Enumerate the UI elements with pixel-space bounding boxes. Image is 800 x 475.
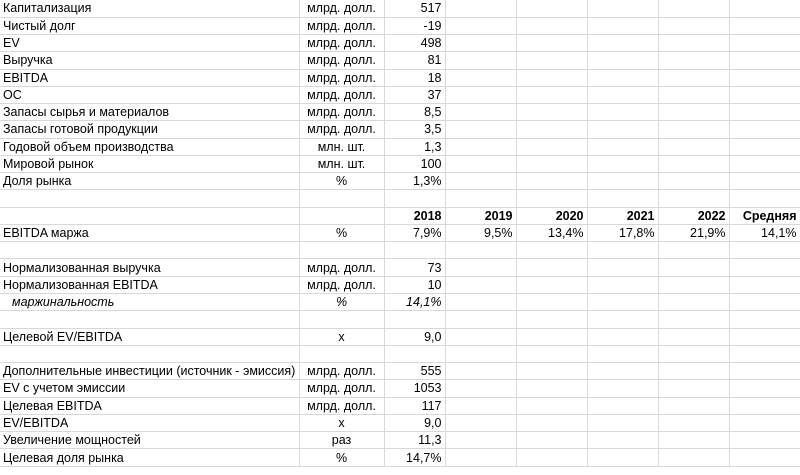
unit-cell[interactable]: млрд. долл.: [299, 52, 384, 69]
row-label-cell[interactable]: Запасы готовой продукции: [0, 121, 299, 138]
table-row: [0, 104, 800, 121]
value-cell[interactable]: 81: [384, 52, 445, 69]
unit-cell[interactable]: раз: [299, 432, 384, 449]
row-label-cell[interactable]: Дополнительные инвестиции (источник - эмиссия): [0, 363, 299, 380]
unit-cell[interactable]: %: [299, 294, 384, 311]
value-cell[interactable]: [658, 397, 729, 414]
table-row: [0, 380, 800, 397]
row-label-cell[interactable]: Мировой рынок: [0, 155, 299, 172]
value-cell[interactable]: 14,7%: [384, 449, 445, 466]
value-cell[interactable]: [587, 69, 658, 86]
value-cell[interactable]: [445, 86, 516, 103]
value-cell[interactable]: [445, 17, 516, 34]
value-cell[interactable]: 11,3: [384, 432, 445, 449]
value-cell[interactable]: [516, 345, 587, 362]
row-label-cell[interactable]: EV: [0, 35, 299, 52]
value-cell[interactable]: [729, 69, 800, 86]
row-label-cell[interactable]: [0, 207, 299, 224]
value-cell[interactable]: [729, 294, 800, 311]
value-cell[interactable]: 14,1%: [384, 294, 445, 311]
unit-cell[interactable]: млрд. долл.: [299, 363, 384, 380]
value-cell[interactable]: [445, 173, 516, 190]
value-cell[interactable]: [658, 52, 729, 69]
value-cell[interactable]: [587, 397, 658, 414]
value-cell[interactable]: [587, 86, 658, 103]
unit-cell[interactable]: [299, 207, 384, 224]
value-cell[interactable]: 1,3%: [384, 173, 445, 190]
value-cell[interactable]: [384, 311, 445, 328]
table-row: [0, 224, 800, 241]
row-label-cell[interactable]: Нормализованная EBITDA: [0, 276, 299, 293]
value-cell[interactable]: [729, 35, 800, 52]
value-cell[interactable]: 9,0: [384, 328, 445, 345]
value-cell[interactable]: [729, 138, 800, 155]
unit-cell[interactable]: млрд. долл.: [299, 0, 384, 17]
value-cell[interactable]: [516, 363, 587, 380]
value-cell[interactable]: [587, 121, 658, 138]
value-cell[interactable]: [445, 242, 516, 259]
value-cell[interactable]: 2021: [587, 207, 658, 224]
value-cell[interactable]: [658, 86, 729, 103]
table-row: [0, 449, 800, 466]
row-label-cell[interactable]: [0, 242, 299, 259]
row-label-cell[interactable]: Нормализованная выручка: [0, 259, 299, 276]
table-row: [0, 35, 800, 52]
value-cell[interactable]: [384, 345, 445, 362]
table-row: [0, 190, 800, 207]
table-row: [0, 121, 800, 138]
unit-cell[interactable]: млрд. долл.: [299, 397, 384, 414]
value-cell[interactable]: [658, 35, 729, 52]
value-cell[interactable]: [658, 138, 729, 155]
value-cell[interactable]: 7,9%: [384, 224, 445, 241]
value-cell[interactable]: [445, 190, 516, 207]
table-row: [0, 432, 800, 449]
value-cell[interactable]: [587, 449, 658, 466]
value-cell[interactable]: [587, 190, 658, 207]
value-cell[interactable]: [729, 380, 800, 397]
value-cell[interactable]: [658, 449, 729, 466]
value-cell[interactable]: [445, 397, 516, 414]
value-cell[interactable]: [729, 0, 800, 17]
value-cell[interactable]: [658, 345, 729, 362]
value-cell[interactable]: 498: [384, 35, 445, 52]
unit-cell[interactable]: млрд. долл.: [299, 86, 384, 103]
value-cell[interactable]: 18: [384, 69, 445, 86]
value-cell[interactable]: [445, 35, 516, 52]
value-cell[interactable]: [445, 294, 516, 311]
row-label-cell[interactable]: Капитализация: [0, 0, 299, 17]
value-cell[interactable]: [729, 328, 800, 345]
row-label-cell[interactable]: [0, 190, 299, 207]
table-row: [0, 414, 800, 431]
value-cell[interactable]: [384, 242, 445, 259]
value-cell[interactable]: [729, 259, 800, 276]
unit-cell[interactable]: млн. шт.: [299, 155, 384, 172]
value-cell[interactable]: [658, 173, 729, 190]
unit-cell[interactable]: млрд. долл.: [299, 276, 384, 293]
value-cell[interactable]: 9,0: [384, 414, 445, 431]
table-row: [0, 328, 800, 345]
value-cell[interactable]: 37: [384, 86, 445, 103]
row-label-cell[interactable]: EBITDA: [0, 69, 299, 86]
table-row: [0, 363, 800, 380]
value-cell[interactable]: [516, 0, 587, 17]
unit-cell[interactable]: [299, 345, 384, 362]
value-cell[interactable]: [729, 432, 800, 449]
row-label-cell[interactable]: Увеличение мощностей: [0, 432, 299, 449]
value-cell[interactable]: 1,3: [384, 138, 445, 155]
row-label-cell[interactable]: EV/EBITDA: [0, 414, 299, 431]
value-cell[interactable]: 10: [384, 276, 445, 293]
value-cell[interactable]: [516, 414, 587, 431]
unit-cell[interactable]: %: [299, 449, 384, 466]
value-cell[interactable]: [445, 52, 516, 69]
value-cell[interactable]: 555: [384, 363, 445, 380]
unit-cell[interactable]: млрд. долл.: [299, 380, 384, 397]
row-label-cell[interactable]: Доля рынка: [0, 173, 299, 190]
value-cell[interactable]: 117: [384, 397, 445, 414]
value-cell[interactable]: [587, 52, 658, 69]
value-cell[interactable]: [516, 104, 587, 121]
value-cell[interactable]: [729, 121, 800, 138]
value-cell[interactable]: [445, 449, 516, 466]
value-cell[interactable]: [587, 414, 658, 431]
row-label-cell[interactable]: ОС: [0, 86, 299, 103]
value-cell[interactable]: [658, 121, 729, 138]
table-row: [0, 69, 800, 86]
table-row: [0, 86, 800, 103]
value-cell[interactable]: [729, 86, 800, 103]
value-cell[interactable]: [516, 432, 587, 449]
value-cell[interactable]: -19: [384, 17, 445, 34]
value-cell[interactable]: [516, 17, 587, 34]
value-cell[interactable]: [445, 311, 516, 328]
value-cell[interactable]: [729, 397, 800, 414]
row-label-cell[interactable]: маржинальность: [0, 294, 299, 311]
value-cell[interactable]: [658, 259, 729, 276]
value-cell[interactable]: [587, 242, 658, 259]
row-label-cell[interactable]: Запасы сырья и материалов: [0, 104, 299, 121]
row-label-cell[interactable]: Целевая доля рынка: [0, 449, 299, 466]
value-cell[interactable]: [516, 69, 587, 86]
value-cell[interactable]: 8,5: [384, 104, 445, 121]
unit-cell[interactable]: млрд. долл.: [299, 259, 384, 276]
value-cell[interactable]: [658, 69, 729, 86]
unit-cell[interactable]: млн. шт.: [299, 138, 384, 155]
row-label-cell[interactable]: EBITDA маржа: [0, 224, 299, 241]
value-cell[interactable]: [587, 259, 658, 276]
value-cell[interactable]: [658, 328, 729, 345]
table-row: [0, 0, 800, 17]
value-cell[interactable]: 1053: [384, 380, 445, 397]
value-cell[interactable]: [729, 363, 800, 380]
value-cell[interactable]: [384, 190, 445, 207]
row-label-cell[interactable]: [0, 345, 299, 362]
value-cell[interactable]: [587, 155, 658, 172]
value-cell[interactable]: [516, 380, 587, 397]
value-cell[interactable]: [729, 155, 800, 172]
value-cell[interactable]: [658, 104, 729, 121]
table-row: [0, 345, 800, 362]
value-cell[interactable]: [445, 328, 516, 345]
value-cell[interactable]: [729, 17, 800, 34]
unit-cell[interactable]: [299, 311, 384, 328]
unit-cell[interactable]: млрд. долл.: [299, 69, 384, 86]
value-cell[interactable]: [587, 104, 658, 121]
unit-cell[interactable]: x: [299, 414, 384, 431]
table-row: [0, 311, 800, 328]
row-label-cell[interactable]: [0, 311, 299, 328]
value-cell[interactable]: [658, 294, 729, 311]
value-cell[interactable]: [516, 121, 587, 138]
value-cell[interactable]: [729, 449, 800, 466]
unit-cell[interactable]: млрд. долл.: [299, 104, 384, 121]
value-cell[interactable]: 2022: [658, 207, 729, 224]
value-cell[interactable]: [658, 363, 729, 380]
value-cell[interactable]: [445, 345, 516, 362]
value-cell[interactable]: [658, 242, 729, 259]
value-cell[interactable]: [587, 363, 658, 380]
row-label-cell[interactable]: Целевой EV/EBITDA: [0, 328, 299, 345]
value-cell[interactable]: [445, 432, 516, 449]
value-cell[interactable]: 13,4%: [516, 224, 587, 241]
value-cell[interactable]: [516, 449, 587, 466]
value-cell[interactable]: 17,8%: [587, 224, 658, 241]
unit-cell[interactable]: [299, 242, 384, 259]
value-cell[interactable]: [516, 328, 587, 345]
value-cell[interactable]: [587, 311, 658, 328]
unit-cell[interactable]: млрд. долл.: [299, 121, 384, 138]
value-cell[interactable]: [445, 363, 516, 380]
value-cell[interactable]: Средняя: [729, 207, 800, 224]
value-cell[interactable]: [729, 414, 800, 431]
table-row: [0, 242, 800, 259]
value-cell[interactable]: [658, 155, 729, 172]
table-row: [0, 17, 800, 34]
table-row: [0, 276, 800, 293]
row-label-cell[interactable]: Выручка: [0, 52, 299, 69]
value-cell[interactable]: [445, 259, 516, 276]
value-cell[interactable]: 517: [384, 0, 445, 17]
value-cell[interactable]: [516, 294, 587, 311]
value-cell[interactable]: 2020: [516, 207, 587, 224]
table-row: [0, 138, 800, 155]
value-cell[interactable]: [587, 345, 658, 362]
value-cell[interactable]: [445, 414, 516, 431]
table-row: [0, 173, 800, 190]
table-row: [0, 294, 800, 311]
value-cell[interactable]: 2019: [445, 207, 516, 224]
row-label-cell[interactable]: Годовой объем производства: [0, 138, 299, 155]
value-cell[interactable]: [587, 35, 658, 52]
value-cell[interactable]: 14,1%: [729, 224, 800, 241]
unit-cell[interactable]: %: [299, 173, 384, 190]
value-cell[interactable]: [516, 35, 587, 52]
value-cell[interactable]: [729, 104, 800, 121]
value-cell[interactable]: 100: [384, 155, 445, 172]
value-cell[interactable]: [658, 414, 729, 431]
row-label-cell[interactable]: Целевая EBITDA: [0, 397, 299, 414]
table-row: [0, 52, 800, 69]
value-cell[interactable]: [587, 294, 658, 311]
value-cell[interactable]: [729, 242, 800, 259]
value-cell[interactable]: [516, 190, 587, 207]
value-cell[interactable]: [445, 0, 516, 17]
row-label-cell[interactable]: Чистый долг: [0, 17, 299, 34]
value-cell[interactable]: [729, 190, 800, 207]
value-cell[interactable]: 3,5: [384, 121, 445, 138]
value-cell[interactable]: [729, 345, 800, 362]
value-cell[interactable]: [587, 173, 658, 190]
value-cell[interactable]: [516, 259, 587, 276]
row-label-cell[interactable]: EV с учетом эмиссии: [0, 380, 299, 397]
value-cell[interactable]: [658, 380, 729, 397]
value-cell[interactable]: [658, 276, 729, 293]
value-cell[interactable]: [587, 380, 658, 397]
value-cell[interactable]: [587, 276, 658, 293]
value-cell[interactable]: [658, 0, 729, 17]
value-cell[interactable]: [445, 121, 516, 138]
value-cell[interactable]: 73: [384, 259, 445, 276]
value-cell[interactable]: [587, 17, 658, 34]
value-cell[interactable]: [658, 17, 729, 34]
value-cell[interactable]: 9,5%: [445, 224, 516, 241]
value-cell[interactable]: [658, 190, 729, 207]
value-cell[interactable]: [445, 69, 516, 86]
value-cell[interactable]: [729, 311, 800, 328]
value-cell[interactable]: [658, 432, 729, 449]
unit-cell[interactable]: %: [299, 224, 384, 241]
value-cell[interactable]: [516, 155, 587, 172]
unit-cell[interactable]: x: [299, 328, 384, 345]
value-cell[interactable]: [445, 104, 516, 121]
table-row: [0, 259, 800, 276]
value-cell[interactable]: [445, 155, 516, 172]
value-cell[interactable]: [516, 138, 587, 155]
table-row: [0, 155, 800, 172]
value-cell[interactable]: [516, 173, 587, 190]
value-cell[interactable]: [516, 276, 587, 293]
value-cell[interactable]: 2018: [384, 207, 445, 224]
value-cell[interactable]: [587, 328, 658, 345]
table-row: [0, 207, 800, 224]
value-cell[interactable]: [516, 242, 587, 259]
unit-cell[interactable]: [299, 190, 384, 207]
value-cell[interactable]: [658, 311, 729, 328]
value-cell[interactable]: [516, 397, 587, 414]
value-cell[interactable]: [516, 52, 587, 69]
value-cell[interactable]: [445, 138, 516, 155]
unit-cell[interactable]: млрд. долл.: [299, 17, 384, 34]
value-cell[interactable]: [587, 138, 658, 155]
value-cell[interactable]: [445, 276, 516, 293]
value-cell[interactable]: [729, 52, 800, 69]
value-cell[interactable]: [445, 380, 516, 397]
table-row: [0, 397, 800, 414]
value-cell[interactable]: [516, 86, 587, 103]
unit-cell[interactable]: млрд. долл.: [299, 35, 384, 52]
value-cell[interactable]: [729, 276, 800, 293]
value-cell[interactable]: 21,9%: [658, 224, 729, 241]
value-cell[interactable]: [729, 173, 800, 190]
value-cell[interactable]: [587, 432, 658, 449]
value-cell[interactable]: [587, 0, 658, 17]
value-cell[interactable]: [516, 311, 587, 328]
